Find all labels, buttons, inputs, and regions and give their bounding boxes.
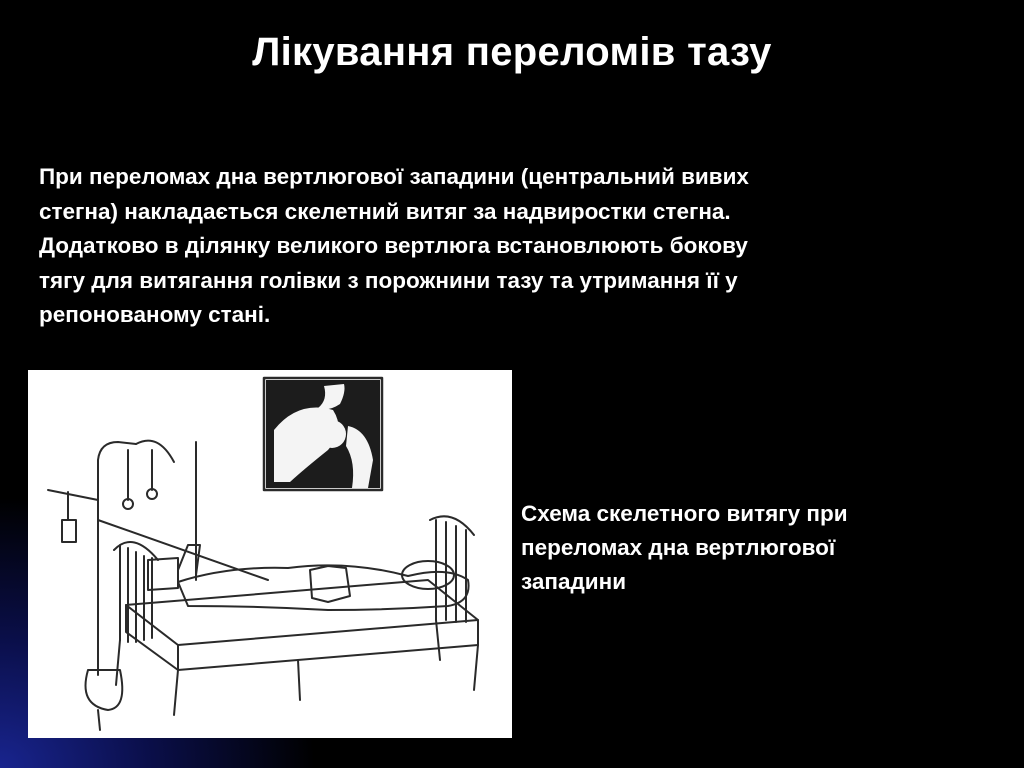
body-paragraph: При переломах дна вертлюгової западини (центральний вивих стегна) накладається скелетний витяг за надвиростки стегна. Додатково в ділянку великого вертлюга встановлюють бокову тягу для витягання голівки з порожнини тазу та утримання її у репонованому стані.: [39, 164, 749, 327]
slide-title: Лікування переломів тазу: [252, 30, 772, 74]
traction-illustration: [28, 370, 512, 738]
traction-drawing: [28, 370, 512, 738]
xray-pelvis-inset: [266, 380, 380, 488]
figure-caption: Схема скелетного витягу при переломах дна вертлюгової западини: [521, 501, 848, 594]
